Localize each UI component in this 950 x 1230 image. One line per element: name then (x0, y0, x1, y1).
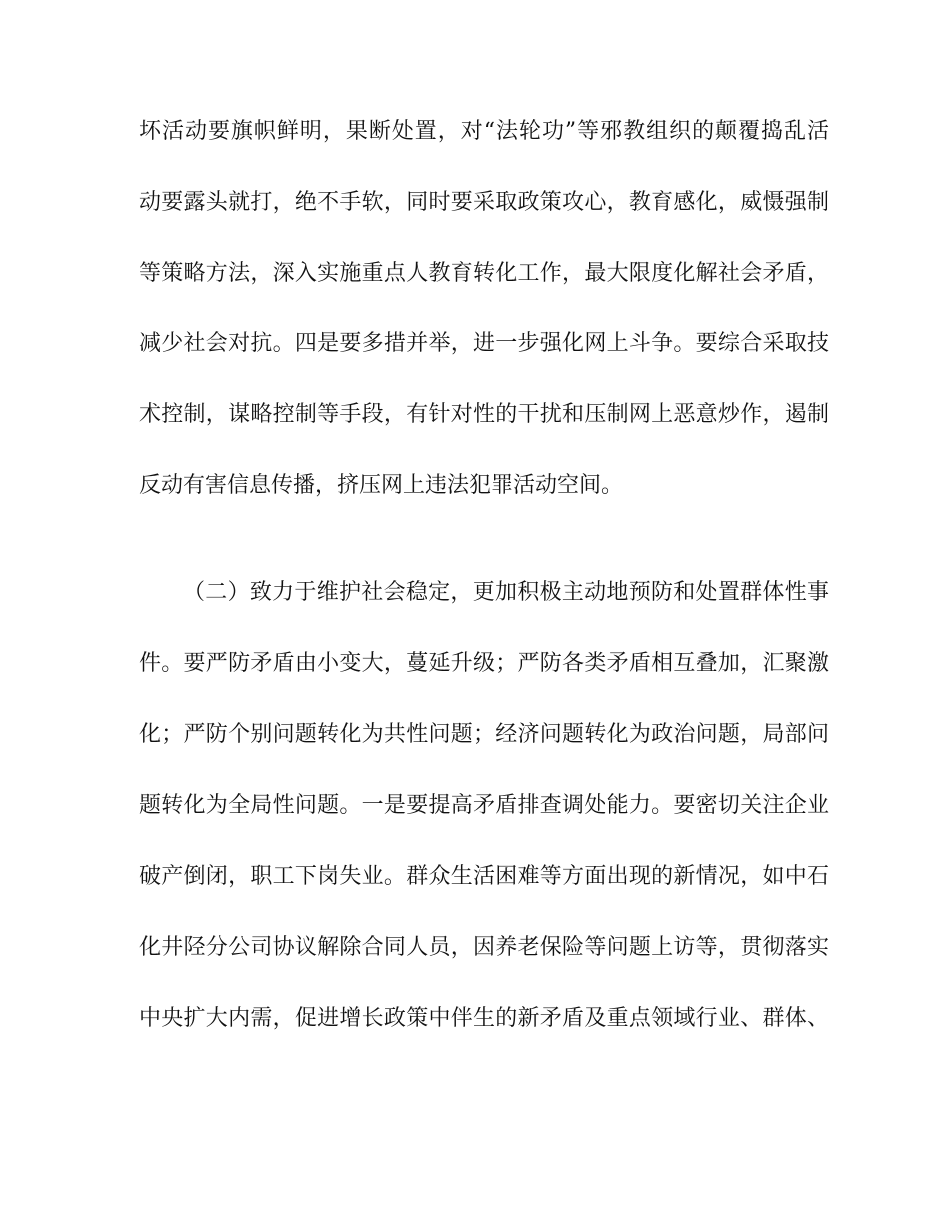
text-line-9: 化；严防个别问题转化为共性问题；经济问题转化为政治问题，局部问 (139, 722, 829, 747)
text-line-6: 反动有害信息传播，挤压网上违法犯罪活动空间。 (139, 473, 624, 498)
text-line-10: 题转化为全局性问题。一是要提高矛盾排查调处能力。要密切关注企业 (139, 793, 829, 818)
text-line-8: 件。要严防矛盾由小变大，蔓延升级；严防各类矛盾相互叠加，汇聚激 (139, 651, 829, 676)
text-line-13: 中央扩大内需，促进增长政策中伴生的新矛盾及重点领域行业、群体、 (139, 1006, 829, 1031)
text-line-5: 术控制，谋略控制等手段，有针对性的干扰和压制网上恶意炒作，遏制 (139, 402, 829, 427)
paragraph-2-heading-line: （二）致力于维护社会稳定，更加积极主动地预防和处置群体性事 (183, 580, 829, 605)
text-line-2: 动要露头就打，绝不手软，同时要采取政策攻心，教育感化，威慑强制 (139, 190, 829, 215)
text-line-4: 减少社会对抗。四是要多措并举，进一步强化网上斗争。要综合采取技 (139, 331, 829, 356)
text-line-12: 化井陉分公司协议解除合同人员，因养老保险等问题上访等，贯彻落实 (139, 935, 829, 960)
text-line-3: 等策略方法，深入实施重点人教育转化工作，最大限度化解社会矛盾， (139, 261, 829, 286)
text-line-11: 破产倒闭，职工下岗失业。群众生活困难等方面出现的新情况，如中石 (139, 864, 829, 889)
text-line-1: 坏活动要旗帜鲜明，果断处置，对“法轮功”等邪教组织的颠覆捣乱活 (139, 119, 829, 144)
